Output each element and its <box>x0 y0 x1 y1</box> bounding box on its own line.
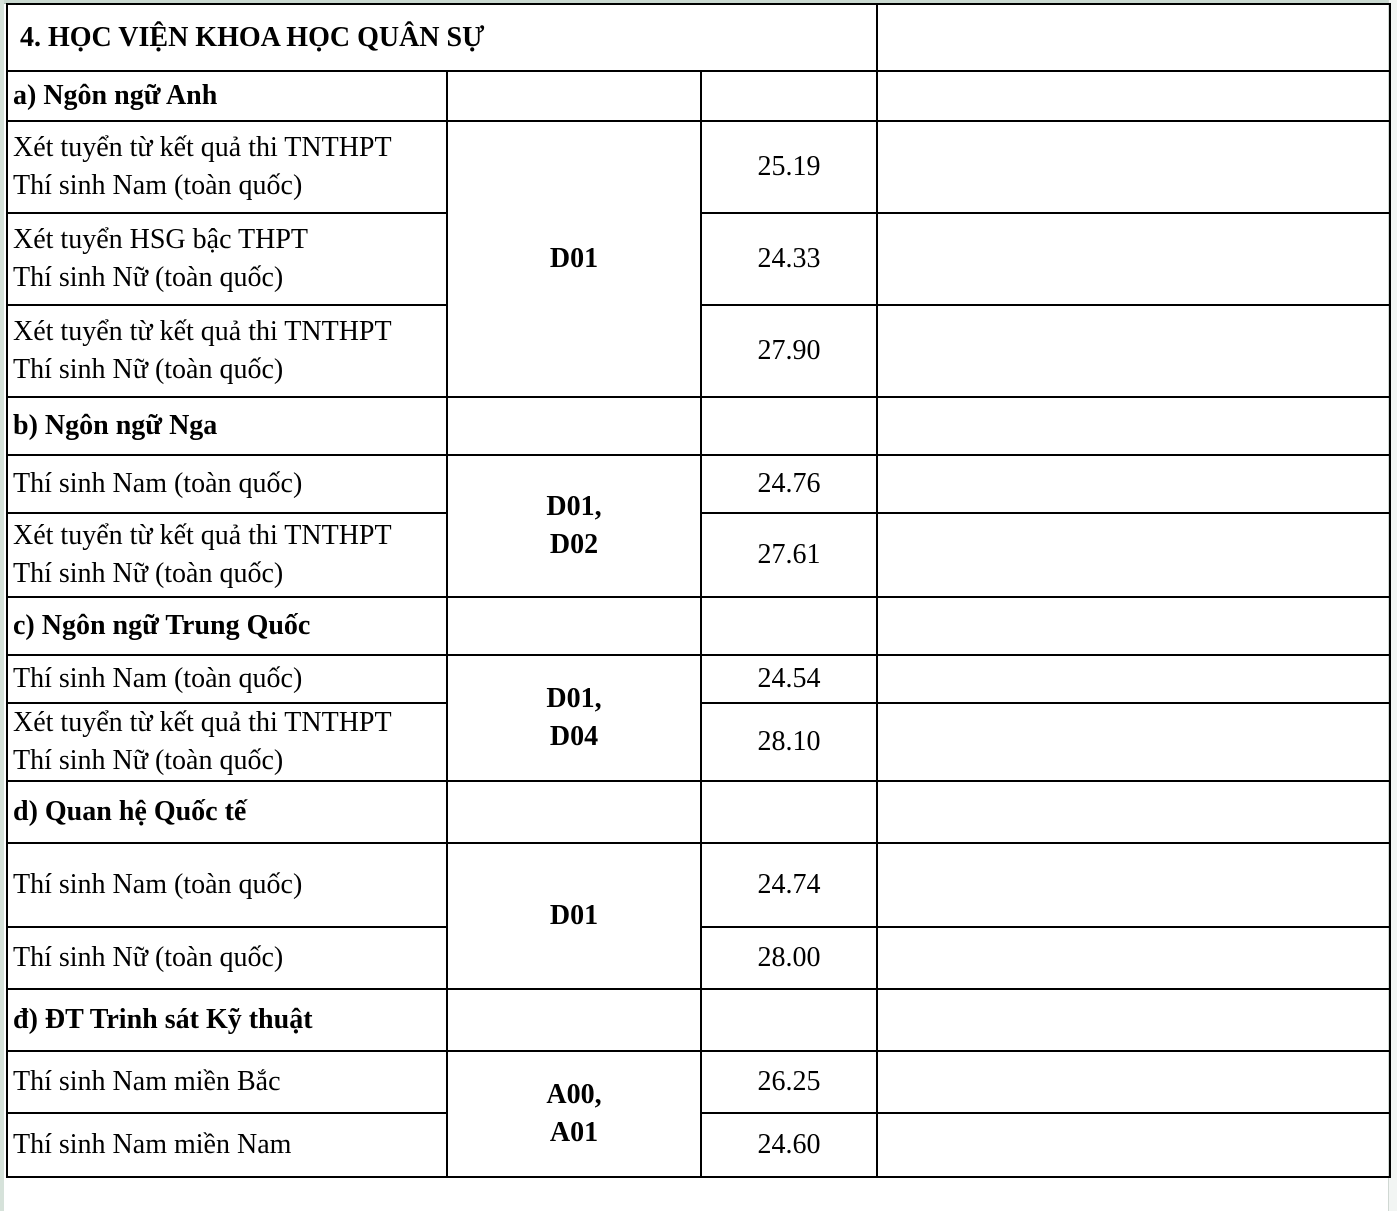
admission-score-table <box>6 3 1391 1178</box>
section-header-row <box>7 781 1390 843</box>
section-label[interactable]: b) Ngôn ngữ Nga <box>7 397 447 455</box>
criteria-cell[interactable] <box>7 305 447 397</box>
section-header-row <box>7 989 1390 1051</box>
criteria-cell[interactable] <box>7 843 447 927</box>
empty-cell[interactable] <box>877 1051 1390 1113</box>
sheet-left-edge <box>0 0 4 1211</box>
criteria-line: Thí sinh Nữ (toàn quốc) <box>13 558 284 589</box>
combo-line: A00, <box>546 1079 602 1110</box>
score-cell[interactable]: 27.61 <box>701 513 877 597</box>
criteria-cell[interactable] <box>7 703 447 781</box>
criteria-line: Thí sinh Nữ (toàn quốc) <box>13 942 284 973</box>
empty-cell[interactable] <box>877 455 1390 513</box>
criteria-line: Thí sinh Nam (toàn quốc) <box>13 869 303 900</box>
empty-cell[interactable] <box>701 597 877 655</box>
criteria-cell[interactable] <box>7 121 447 213</box>
empty-cell[interactable] <box>877 4 1390 71</box>
score-cell[interactable]: 24.60 <box>701 1113 877 1177</box>
subject-combination-cell[interactable] <box>447 121 701 397</box>
section-label[interactable]: d) Quan hệ Quốc tế <box>7 781 447 843</box>
empty-cell[interactable] <box>701 397 877 455</box>
empty-cell[interactable] <box>877 213 1390 305</box>
empty-cell[interactable] <box>877 927 1390 989</box>
table-row <box>7 121 1390 213</box>
criteria-cell[interactable] <box>7 513 447 597</box>
section-header-row <box>7 71 1390 121</box>
empty-cell[interactable] <box>447 71 701 121</box>
subject-combination-cell[interactable] <box>447 1051 701 1177</box>
institution-title[interactable]: 4. HỌC VIỆN KHOA HỌC QUÂN SỰ <box>7 4 877 71</box>
section-label[interactable]: đ) ĐT Trinh sát Kỹ thuật <box>7 989 447 1051</box>
combo-line: D04 <box>549 721 599 752</box>
criteria-line: Thí sinh Nam (toàn quốc) <box>13 170 303 201</box>
score-cell[interactable]: 26.25 <box>701 1051 877 1113</box>
table-row <box>7 843 1390 927</box>
table-row <box>7 1051 1390 1113</box>
score-cell[interactable]: 24.33 <box>701 213 877 305</box>
subject-combination-cell[interactable] <box>447 655 701 781</box>
criteria-line: Xét tuyển HSG bậc THPT <box>13 224 308 255</box>
score-cell[interactable]: 28.00 <box>701 927 877 989</box>
criteria-line: Thí sinh Nam (toàn quốc) <box>13 663 303 694</box>
empty-cell[interactable] <box>447 781 701 843</box>
section-header-row <box>7 597 1390 655</box>
combo-line: D01, <box>546 683 602 714</box>
empty-cell[interactable] <box>877 121 1390 213</box>
table-row <box>7 655 1390 703</box>
empty-cell[interactable] <box>877 1113 1390 1177</box>
score-cell[interactable]: 24.76 <box>701 455 877 513</box>
criteria-line: Thí sinh Nữ (toàn quốc) <box>13 354 284 385</box>
combo-line: D01 <box>549 900 599 931</box>
criteria-cell[interactable] <box>7 213 447 305</box>
score-cell[interactable]: 24.54 <box>701 655 877 703</box>
empty-cell[interactable] <box>877 843 1390 927</box>
section-label[interactable]: c) Ngôn ngữ Trung Quốc <box>7 597 447 655</box>
score-cell[interactable]: 27.90 <box>701 305 877 397</box>
empty-cell[interactable] <box>447 397 701 455</box>
combo-line: A01 <box>549 1117 599 1148</box>
empty-cell[interactable] <box>877 513 1390 597</box>
criteria-line: Thí sinh Nam miền Bắc <box>13 1066 281 1097</box>
empty-cell[interactable] <box>877 989 1390 1051</box>
criteria-cell[interactable] <box>7 927 447 989</box>
table-row <box>7 455 1390 513</box>
empty-cell[interactable] <box>701 989 877 1051</box>
empty-cell[interactable] <box>701 781 877 843</box>
criteria-line: Thí sinh Nữ (toàn quốc) <box>13 262 284 293</box>
criteria-line: Xét tuyển từ kết quả thi TNTHPT <box>13 520 392 551</box>
section-label[interactable]: a) Ngôn ngữ Anh <box>7 71 447 121</box>
empty-cell[interactable] <box>877 781 1390 843</box>
score-cell[interactable]: 25.19 <box>701 121 877 213</box>
criteria-cell[interactable] <box>7 655 447 703</box>
score-cell[interactable]: 28.10 <box>701 703 877 781</box>
criteria-cell[interactable] <box>7 1051 447 1113</box>
empty-cell[interactable] <box>877 397 1390 455</box>
subject-combination-cell[interactable] <box>447 455 701 597</box>
empty-cell[interactable] <box>701 71 877 121</box>
empty-cell[interactable] <box>877 703 1390 781</box>
combo-line: D01 <box>549 243 599 274</box>
criteria-line: Xét tuyển từ kết quả thi TNTHPT <box>13 132 392 163</box>
combo-line: D02 <box>549 529 599 560</box>
criteria-line: Thí sinh Nữ (toàn quốc) <box>13 745 284 776</box>
score-cell[interactable]: 24.74 <box>701 843 877 927</box>
combo-line: D01, <box>546 491 602 522</box>
section-header-row <box>7 397 1390 455</box>
criteria-cell[interactable] <box>7 1113 447 1177</box>
empty-cell[interactable] <box>447 989 701 1051</box>
empty-cell[interactable] <box>447 597 701 655</box>
empty-cell[interactable] <box>877 597 1390 655</box>
criteria-line: Thí sinh Nam miền Nam <box>13 1129 292 1160</box>
criteria-line: Thí sinh Nam (toàn quốc) <box>13 468 303 499</box>
criteria-line: Xét tuyển từ kết quả thi TNTHPT <box>13 707 392 738</box>
empty-cell[interactable] <box>877 655 1390 703</box>
subject-combination-cell[interactable] <box>447 843 701 989</box>
criteria-line: Xét tuyển từ kết quả thi TNTHPT <box>13 316 392 347</box>
empty-cell[interactable] <box>877 305 1390 397</box>
empty-cell[interactable] <box>877 71 1390 121</box>
table-title-row <box>7 4 1390 71</box>
criteria-cell[interactable] <box>7 455 447 513</box>
